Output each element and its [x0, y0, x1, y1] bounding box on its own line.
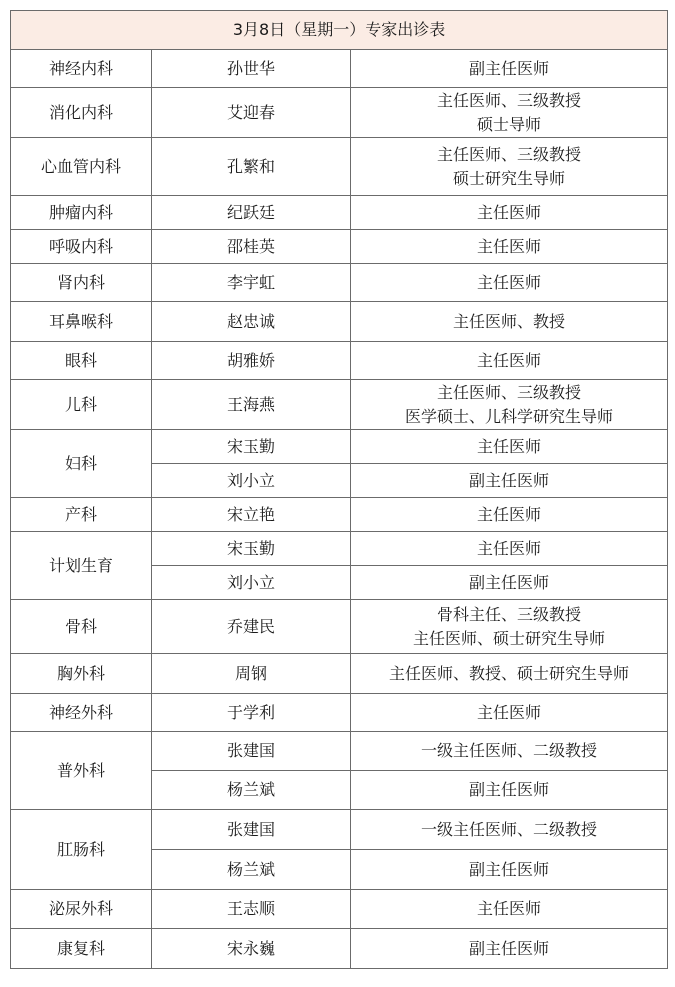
doctor-title-cell	[351, 88, 668, 138]
table-row	[11, 532, 668, 566]
department-cell: 消化内科	[11, 88, 152, 138]
doctor-name-cell: 宋玉勤	[152, 430, 351, 464]
doctor-title-line: 主任医师	[477, 504, 542, 524]
doctor-name-cell: 于学利	[152, 694, 351, 732]
table-row	[11, 600, 668, 654]
doctor-title-line: 主任医师、三级教授	[437, 144, 582, 164]
department-cell: 康复科	[11, 929, 152, 969]
department-cell: 产科	[11, 498, 152, 532]
doctor-title-line: 副主任医师	[469, 780, 550, 799]
doctor-title-cell	[351, 771, 668, 810]
doctor-name-cell: 宋玉勤	[152, 532, 351, 566]
doctor-name-cell: 王志顺	[152, 890, 351, 929]
doctor-name-cell: 张建国	[152, 732, 351, 771]
department-cell: 妇科	[11, 430, 152, 498]
table-row	[11, 810, 668, 850]
doctor-name-cell: 乔建民	[152, 600, 351, 654]
doctor-name-cell: 周钢	[152, 654, 351, 694]
department-cell: 耳鼻喉科	[11, 302, 152, 342]
table-row	[11, 430, 668, 464]
doctor-title-line: 主任医师	[477, 350, 542, 370]
doctor-title-cell	[351, 138, 668, 196]
doctor-name-cell: 赵忠诚	[152, 302, 351, 342]
doctor-title-cell	[351, 264, 668, 302]
table-row	[11, 138, 668, 196]
department-cell: 肿瘤内科	[11, 196, 152, 230]
table-row	[11, 50, 668, 88]
doctor-title-line: 主任医师	[477, 436, 542, 456]
doctor-title-cell	[351, 532, 668, 566]
doctor-name-cell: 纪跃廷	[152, 196, 351, 230]
doctor-title-cell	[351, 732, 668, 771]
doctor-title-line: 一级主任医师、二级教授	[421, 741, 598, 760]
doctor-title-cell	[351, 929, 668, 969]
table-row	[11, 264, 668, 302]
doctor-title-line: 主任医师	[477, 202, 542, 222]
doctor-title-line: 主任医师、三级教授	[437, 382, 582, 402]
doctor-name-cell: 宋立艳	[152, 498, 351, 532]
department-cell: 胸外科	[11, 654, 152, 694]
doctor-title-cell	[351, 498, 668, 532]
doctor-title-cell	[351, 890, 668, 929]
doctor-title-line: 骨科主任、三级教授	[437, 604, 582, 624]
doctor-title-line: 主任医师、教授	[453, 311, 566, 331]
table-row	[11, 302, 668, 342]
doctor-name-cell: 杨兰斌	[152, 850, 351, 890]
doctor-title-cell	[351, 810, 668, 850]
table-row	[11, 929, 668, 969]
doctor-name-cell: 张建国	[152, 810, 351, 850]
doctor-name-cell: 刘小立	[152, 566, 351, 600]
doctor-name-cell: 王海燕	[152, 380, 351, 430]
department-cell: 肛肠科	[11, 810, 152, 890]
doctor-name-cell: 孔繁和	[152, 138, 351, 196]
doctor-name-cell: 孙世华	[152, 50, 351, 88]
table-row	[11, 342, 668, 380]
doctor-title-line: 硕士研究生导师	[453, 168, 566, 188]
doctor-title-cell	[351, 50, 668, 88]
doctor-title-line: 副主任医师	[469, 58, 550, 78]
doctor-title-cell	[351, 654, 668, 694]
department-cell: 神经内科	[11, 50, 152, 88]
doctor-title-cell	[351, 566, 668, 600]
doctor-title-line: 主任医师	[477, 538, 542, 558]
table-row	[11, 380, 668, 430]
table-row	[11, 654, 668, 694]
department-cell: 泌尿外科	[11, 890, 152, 929]
table-row	[11, 230, 668, 264]
department-cell: 肾内科	[11, 264, 152, 302]
doctor-title-cell	[351, 600, 668, 654]
table-row	[11, 498, 668, 532]
table-row	[11, 890, 668, 929]
doctor-title-cell	[351, 302, 668, 342]
doctor-name-cell: 邵桂英	[152, 230, 351, 264]
doctor-title-line: 主任医师、教授、硕士研究生导师	[389, 663, 630, 683]
doctor-title-line: 副主任医师	[469, 938, 550, 958]
doctor-title-line: 副主任医师	[469, 572, 550, 592]
doctor-title-line: 主任医师	[477, 272, 542, 292]
doctor-title-cell	[351, 342, 668, 380]
department-cell: 计划生育	[11, 532, 152, 600]
doctor-name-cell: 宋永巍	[152, 929, 351, 969]
doctor-title-cell	[351, 850, 668, 890]
doctor-title-cell	[351, 196, 668, 230]
doctor-title-line: 副主任医师	[469, 859, 550, 879]
department-cell: 普外科	[11, 732, 152, 810]
doctor-title-line: 主任医师	[477, 236, 542, 256]
doctor-title-line: 主任医师	[477, 702, 542, 722]
doctor-title-line: 主任医师、硕士研究生导师	[413, 628, 606, 648]
department-cell: 眼科	[11, 342, 152, 380]
doctor-title-cell	[351, 694, 668, 732]
doctor-title-cell	[351, 430, 668, 464]
doctor-name-cell: 刘小立	[152, 464, 351, 498]
table-title: 3月8日（星期一）专家出诊表	[11, 11, 668, 50]
doctor-title-cell	[351, 230, 668, 264]
title-row	[11, 11, 668, 50]
schedule-body	[11, 11, 668, 969]
doctor-title-line: 副主任医师	[469, 470, 550, 490]
doctor-title-line: 医学硕士、儿科学研究生导师	[405, 406, 614, 426]
doctor-title-cell	[351, 380, 668, 430]
table-row	[11, 196, 668, 230]
department-cell: 骨科	[11, 600, 152, 654]
doctor-name-cell: 艾迎春	[152, 88, 351, 138]
doctor-title-line: 主任医师	[477, 899, 542, 918]
department-cell: 神经外科	[11, 694, 152, 732]
department-cell: 呼吸内科	[11, 230, 152, 264]
schedule-table	[10, 10, 668, 969]
doctor-title-line: 硕士导师	[477, 114, 542, 134]
department-cell: 儿科	[11, 380, 152, 430]
doctor-name-cell: 胡雅娇	[152, 342, 351, 380]
doctor-title-cell	[351, 464, 668, 498]
doctor-name-cell: 杨兰斌	[152, 771, 351, 810]
table-row	[11, 88, 668, 138]
table-row	[11, 694, 668, 732]
doctor-title-line: 一级主任医师、二级教授	[421, 819, 598, 839]
doctor-title-line: 主任医师、三级教授	[437, 90, 582, 110]
department-cell: 心血管内科	[11, 138, 152, 196]
doctor-name-cell: 李宇虹	[152, 264, 351, 302]
table-row	[11, 732, 668, 771]
